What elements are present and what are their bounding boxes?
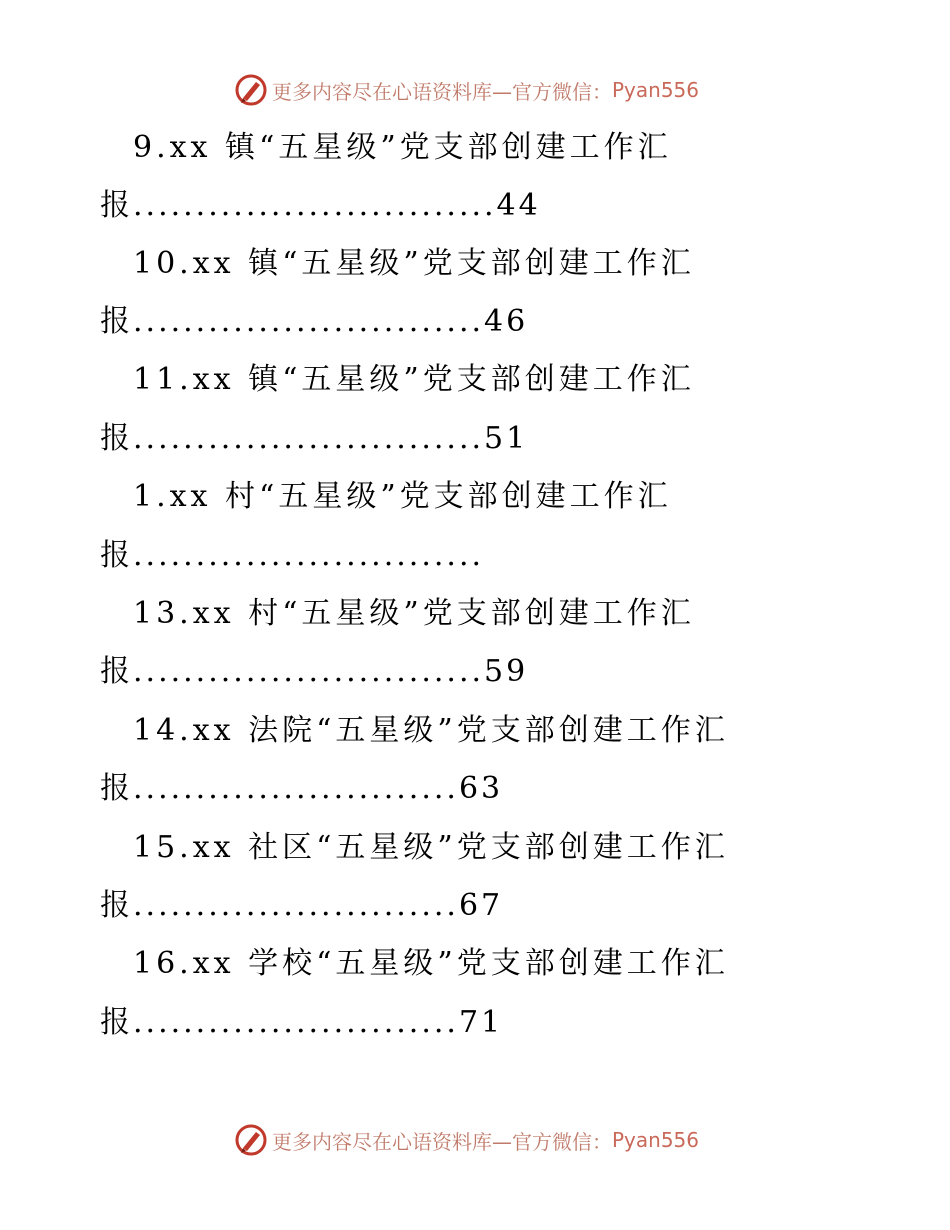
toc-entry-title: 15.xx 社区“五星级”党支部创建工作汇 [133, 830, 729, 865]
toc-entry-leader: 报..........................71 [100, 1005, 504, 1040]
footer-watermark [234, 1122, 699, 1158]
toc-entry-title: 1.xx 村“五星级”党支部创建工作汇 [133, 479, 672, 514]
toc-entry-leader: 报..........................63 [100, 771, 504, 806]
toc-entry-leader: 报............................ [100, 538, 485, 573]
toc-entry-title: 10.xx 镇“五星级”党支部创建工作汇 [133, 246, 695, 281]
watermark-text: 更多内容尽在心语资料库—官方微信： [272, 1129, 612, 1154]
toc-entry-title: 9.xx 镇“五星级”党支部创建工作汇 [133, 130, 672, 165]
watermark-wechat-id: Pyan556 [612, 1128, 700, 1152]
toc-entry-title: 13.xx 村“五星级”党支部创建工作汇 [133, 596, 695, 631]
toc-entry-title: 14.xx 法院“五星级”党支部创建工作汇 [133, 713, 729, 748]
pen-logo-icon [234, 1123, 268, 1157]
toc-entry-leader: 报............................59 [100, 654, 529, 689]
toc-entry-leader: 报.............................44 [100, 188, 541, 223]
toc-entry-leader: 报............................46 [100, 304, 529, 339]
watermark-wechat-id: Pyan556 [612, 78, 700, 102]
toc-entry-title: 16.xx 学校“五星级”党支部创建工作汇 [133, 946, 729, 981]
toc-entry-title: 11.xx 镇“五星级”党支部创建工作汇 [133, 362, 695, 397]
watermark-text: 更多内容尽在心语资料库—官方微信： [272, 79, 612, 104]
toc-entry-leader: 报............................51 [100, 421, 529, 456]
toc-entry-leader: 报..........................67 [100, 888, 504, 923]
